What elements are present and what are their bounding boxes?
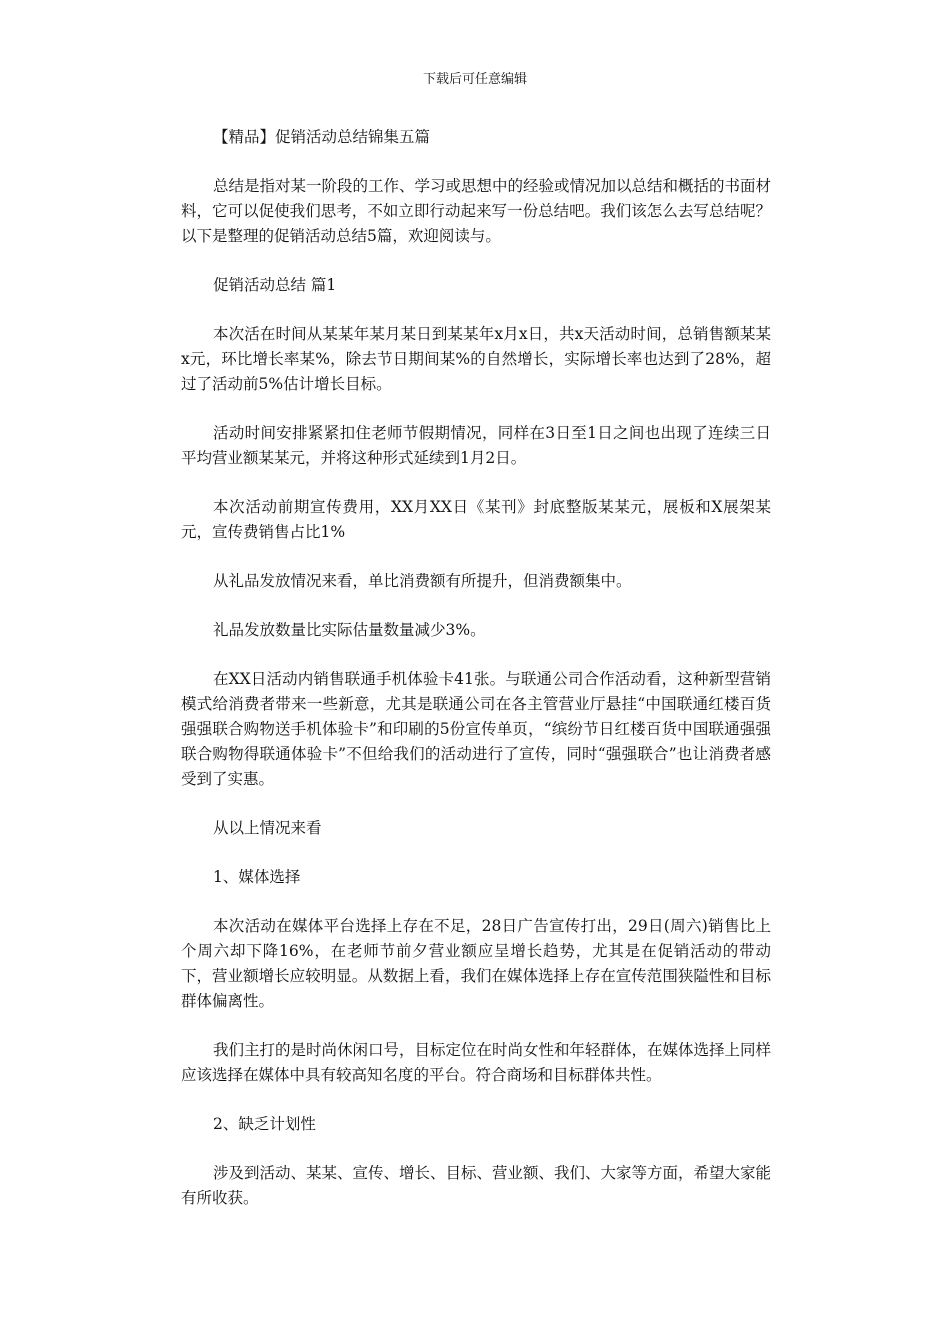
paragraph: 本次活动在媒体平台选择上存在不足，28日广告宣传打出，29日(周六)销售比上个周六却下降16%，在老师节前夕营业额应呈增长趋势，尤其是在促销活动的带动下，营业额增长应较明显。从数据上看，我们在媒体选择上存在宣传范围狭隘性和目标群体偏离性。	[181, 917, 771, 1010]
paragraph: 涉及到活动、某某、宣传、增长、目标、营业额、我们、大家等方面，希望大家能有所收获。	[181, 1164, 772, 1207]
paragraph: 从以上情况来看	[213, 819, 322, 837]
paragraph: 本次活在时间从某某年某月某日到某某年x月x日，共x天活动时间，总销售额某某x元，环比增长率某%，除去节日期间某%的自然增长，实际增长率也达到了28%，超过了活动前5%估计增长目标。	[181, 325, 771, 393]
document-title: 【精品】促销活动总结锦集五篇	[213, 128, 431, 146]
paragraph: 在XX日活动内销售联通手机体验卡41张。与联通公司合作活动看，这种新型营销模式给消费者带来一些新意，尤其是联通公司在各主管营业厅悬挂“中国联通红楼百货强强联合购物送手机体验卡”和印刷的5份宣传单页，“缤纷节日红楼百货中国联通强强联合购物得联通体验卡”不但给我们的活动进行了宣传，同时“强强联合”也让消费者感受到了实惠。	[181, 670, 771, 788]
page-header: 下载后可任意编辑	[422, 72, 527, 87]
intro-paragraph: 总结是指对某一阶段的工作、学习或思想中的经验或情况加以总结和概括的书面材料，它可以促使我们思考，不如立即行动起来写一份总结吧。我们该怎么去写总结呢？以下是整理的促销活动总结5篇，欢迎阅读与。	[181, 177, 772, 245]
list-heading: 2、缺乏计划性	[213, 1115, 316, 1133]
paragraph: 我们主打的是时尚休闲口号，目标定位在时尚女性和年轻群体，在媒体选择上同样应该选择在媒体中具有较高知名度的平台。符合商场和目标群体共性。	[181, 1041, 772, 1084]
document-body	[181, 125, 771, 1211]
paragraph: 从礼品发放情况来看，单比消费额有所提升，但消费额集中。	[213, 572, 632, 590]
section-heading: 促销活动总结 篇1	[213, 276, 337, 294]
list-heading: 1、媒体选择	[213, 868, 301, 886]
paragraph: 礼品发放数量比实际估量数量减少3%。	[213, 621, 486, 639]
paragraph: 本次活动前期宣传费用，XX月XX日《某刊》封底整版某某元，展板和X展架某元，宣传费销售占比1%	[181, 498, 771, 541]
paragraph: 活动时间安排紧紧扣住老师节假期情况，同样在3日至1日之间也出现了连续三日平均营业额某某元，并将这种形式延续到1月2日。	[181, 424, 771, 467]
